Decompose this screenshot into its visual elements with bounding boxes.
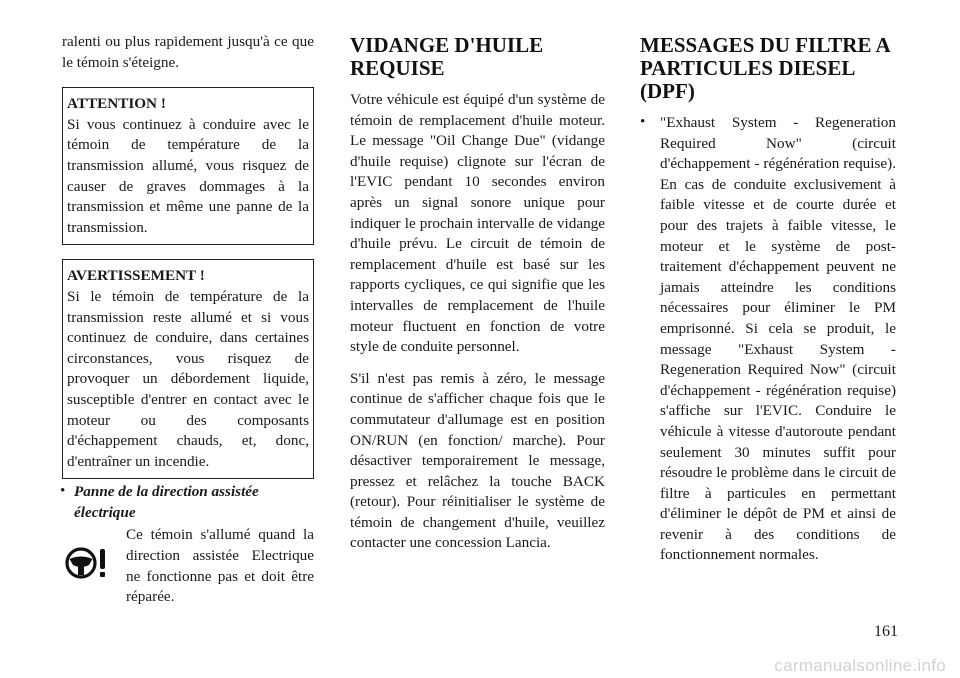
- intro-text: ralenti ou plus rapidement jusqu'à ce que le témoin s'éteigne.: [62, 33, 314, 71]
- page-number: 161: [874, 623, 898, 640]
- column-left: [62, 32, 314, 608]
- steering-wheel-warning-icon: [65, 545, 109, 581]
- oil-change-para-2: S'il n'est pas remis à zéro, le message continue de s'afficher chaque fois que le commutateur d'allumage est en position ON/RUN (en fonction/ marche). Pour désactiver temporairement le message, pressez et relâchez la touche BACK (retour). Pour réinitialiser le système de témoin de changement d'huile, veuillez contacter une concession Lancia.: [350, 369, 605, 552]
- bullet-dot: •: [640, 113, 646, 130]
- warning-title: AVERTISSEMENT !: [67, 267, 205, 285]
- bullet-power-steering-title: Panne de la direction assistée électrique: [74, 483, 259, 521]
- dpf-heading: MESSAGES DU FILTRE A PARTICULES DIESEL (DPF): [640, 33, 890, 103]
- bullet-exhaust-regeneration: [640, 113, 896, 566]
- watermark: carmanualsonline.info: [774, 656, 946, 675]
- oil-change-heading: VIDANGE D'HUILE REQUISE: [350, 33, 544, 80]
- attention-box: [62, 87, 314, 245]
- power-steering-row: [62, 525, 314, 607]
- column-right: [640, 34, 896, 566]
- oil-change-para-1: Votre véhicule est équipé d'un système de témoin de remplacement d'huile moteur. Le message "Oil Change Due" (vidange d'huile requise) clignote sur l'écran de l'EVIC pendant 10 secondes environ après un signal sonore unique pour indiquer le prochain intervalle de vidange d'huile prévu. Le circuit de témoin de remplacement d'huile est basé sur les rapports cycliques, ce qui signifie que les intervalles de remplacement de l'huile moteur fluctuent en fonction de votre style de conduite personnel.: [350, 91, 605, 356]
- attention-title: ATTENTION !: [67, 95, 166, 113]
- warning-text: Si le témoin de température de la transmission reste allumé et si vous continuez de conduire, dans certaines circonstances, vous risquez de provoquer un débordement liquide, susceptible d'entrer en contact avec le moteur ou des composants d'échappement chauds, et, donc, d'entraîner un incendie.: [67, 287, 309, 470]
- warning-box: [62, 259, 314, 479]
- exhaust-regeneration-text: "Exhaust System - Regeneration Required Now" (circuit d'échappement - régénération requise). En cas de conduite exclusivement à faible vitesse et de courte durée et pour des trajets à faible vitesse, le moteur et le système de post-traitement d'échappement peuvent ne jamais atteindre les conditions nécessaires pour éliminer le PM emprisonné. Si cela se produit, le message "Exhaust System - Regeneration Required Now" (circuit d'échappement - régénération requise) s'affiche sur l'EVIC. Conduire le véhicule à vitesse d'autoroute pendant seulement 30 minutes suffit pour résoudre le problème dans le circuit de filtre à particules en permettant d'éliminer le dépôt de PM et ainsi de revenir à des conditions de fonctionnement normales.: [660, 114, 896, 564]
- bullet-dot: •: [60, 482, 66, 500]
- column-middle: [350, 34, 605, 554]
- power-steering-text: Ce témoin s'allumé quand la direction assistée Electrique ne fonctionne pas et doit être réparée.: [126, 526, 314, 606]
- bullet-power-steering: [62, 482, 314, 523]
- attention-text: Si vous continuez à conduire avec le témoin de température de la transmission allumé, vous risquez de causer de graves dommages à la transmission et même une panne de la transmission.: [67, 115, 309, 236]
